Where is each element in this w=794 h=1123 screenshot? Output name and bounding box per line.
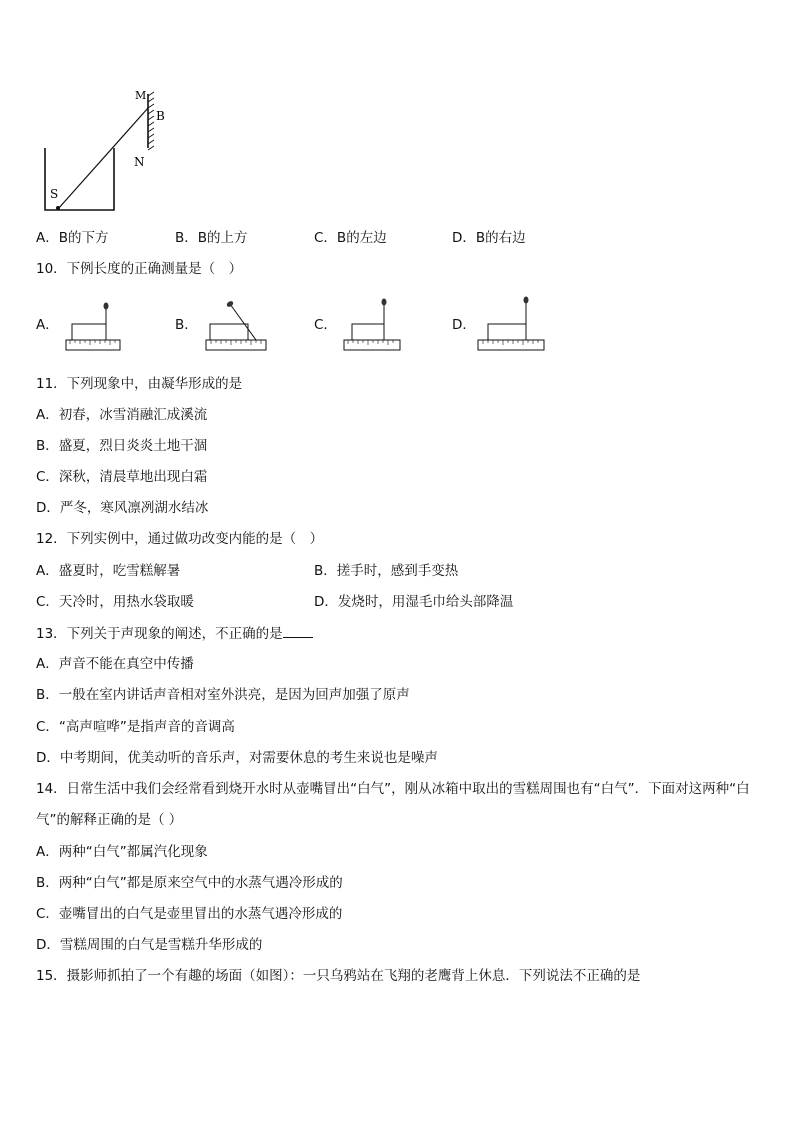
- label-b: B: [156, 109, 165, 123]
- q14-stem-line1: 14．日常生活中我们会经常看到烧开水时从壶嘴冒出“白气”，刚从冰箱中取出的雪糕周围也有“白气”．下面对这两种“白: [36, 781, 750, 797]
- q14-option-a: A．两种“白气”都属汽化现象: [36, 844, 208, 860]
- q9-option-a: A．B的下方: [36, 230, 109, 246]
- q13-stem: 13．下列关于声现象的阐述，不正确的是: [36, 626, 283, 642]
- label-s: S: [50, 187, 59, 201]
- q12-stem: 12．下列实例中，通过做功改变内能的是（ ）: [36, 531, 324, 547]
- answer-blank: [283, 624, 313, 638]
- q10-ruler-figure-a: [64, 296, 124, 354]
- q10-option-d-label: D．: [452, 317, 476, 333]
- q11-option-d: D．严冬，寒风凛冽湖水结冰: [36, 500, 209, 516]
- q10-ruler-figure-b: [204, 294, 270, 354]
- q9-option-b: B．B的上方: [175, 230, 248, 246]
- q13-option-a: A．声音不能在真空中传播: [36, 656, 194, 672]
- q10-option-b-label: B．: [175, 317, 198, 333]
- q13-option-d: D．中考期间，优美动听的音乐声，对需要休息的考生来说也是噪声: [36, 750, 438, 766]
- q10-stem: 10．下例长度的正确测量是（ ）: [36, 261, 243, 277]
- label-m: M: [135, 89, 147, 102]
- q12-option-d: D．发烧时，用湿毛巾给头部降温: [314, 594, 514, 610]
- q9-option-c: C．B的左边: [314, 230, 387, 246]
- q12-option-a: A．盛夏时，吃雪糕解暑: [36, 563, 181, 579]
- label-n: N: [134, 155, 145, 169]
- q9-mirror-figure: [38, 86, 168, 216]
- q10-option-c-label: C．: [314, 317, 337, 333]
- q12-option-c: C．天冷时，用热水袋取暖: [36, 594, 194, 610]
- q11-option-a: A．初春，冰雪消融汇成溪流: [36, 407, 208, 423]
- q12-option-b: B．搓手时，感到手变热: [314, 563, 459, 579]
- q10-option-a-label: A．: [36, 317, 59, 333]
- q10-ruler-figure-c: [342, 292, 404, 354]
- q10-ruler-figure-d: [476, 290, 548, 354]
- q11-stem: 11．下列现象中，由凝华形成的是: [36, 376, 243, 392]
- q14-option-b: B．两种“白气”都是原来空气中的水蒸气遇冷形成的: [36, 875, 343, 891]
- q11-option-c: C．深秋，清晨草地出现白霜: [36, 469, 208, 485]
- q13-option-b: B．一般在室内讲话声音相对室外洪亮，是因为回声加强了原声: [36, 687, 410, 703]
- q11-option-b: B．盛夏，烈日炎炎土地干涸: [36, 438, 208, 454]
- q14-option-d: D．雪糕周围的白气是雪糕升华形成的: [36, 937, 263, 953]
- q13-option-c: C．“高声喧哗”是指声音的音调高: [36, 719, 235, 735]
- q9-option-d: D．B的右边: [452, 230, 526, 246]
- q13-stem-row: [36, 624, 313, 643]
- q14-option-c: C．壶嘴冒出的白气是壶里冒出的水蒸气遇冷形成的: [36, 906, 343, 922]
- q14-stem-line2: 气”的解释正确的是（ ）: [36, 812, 183, 828]
- q15-stem: 15．摄影师抓拍了一个有趣的场面（如图）：一只乌鸦站在飞翔的老鹰背上休息．下列说法不正确的是: [36, 968, 641, 984]
